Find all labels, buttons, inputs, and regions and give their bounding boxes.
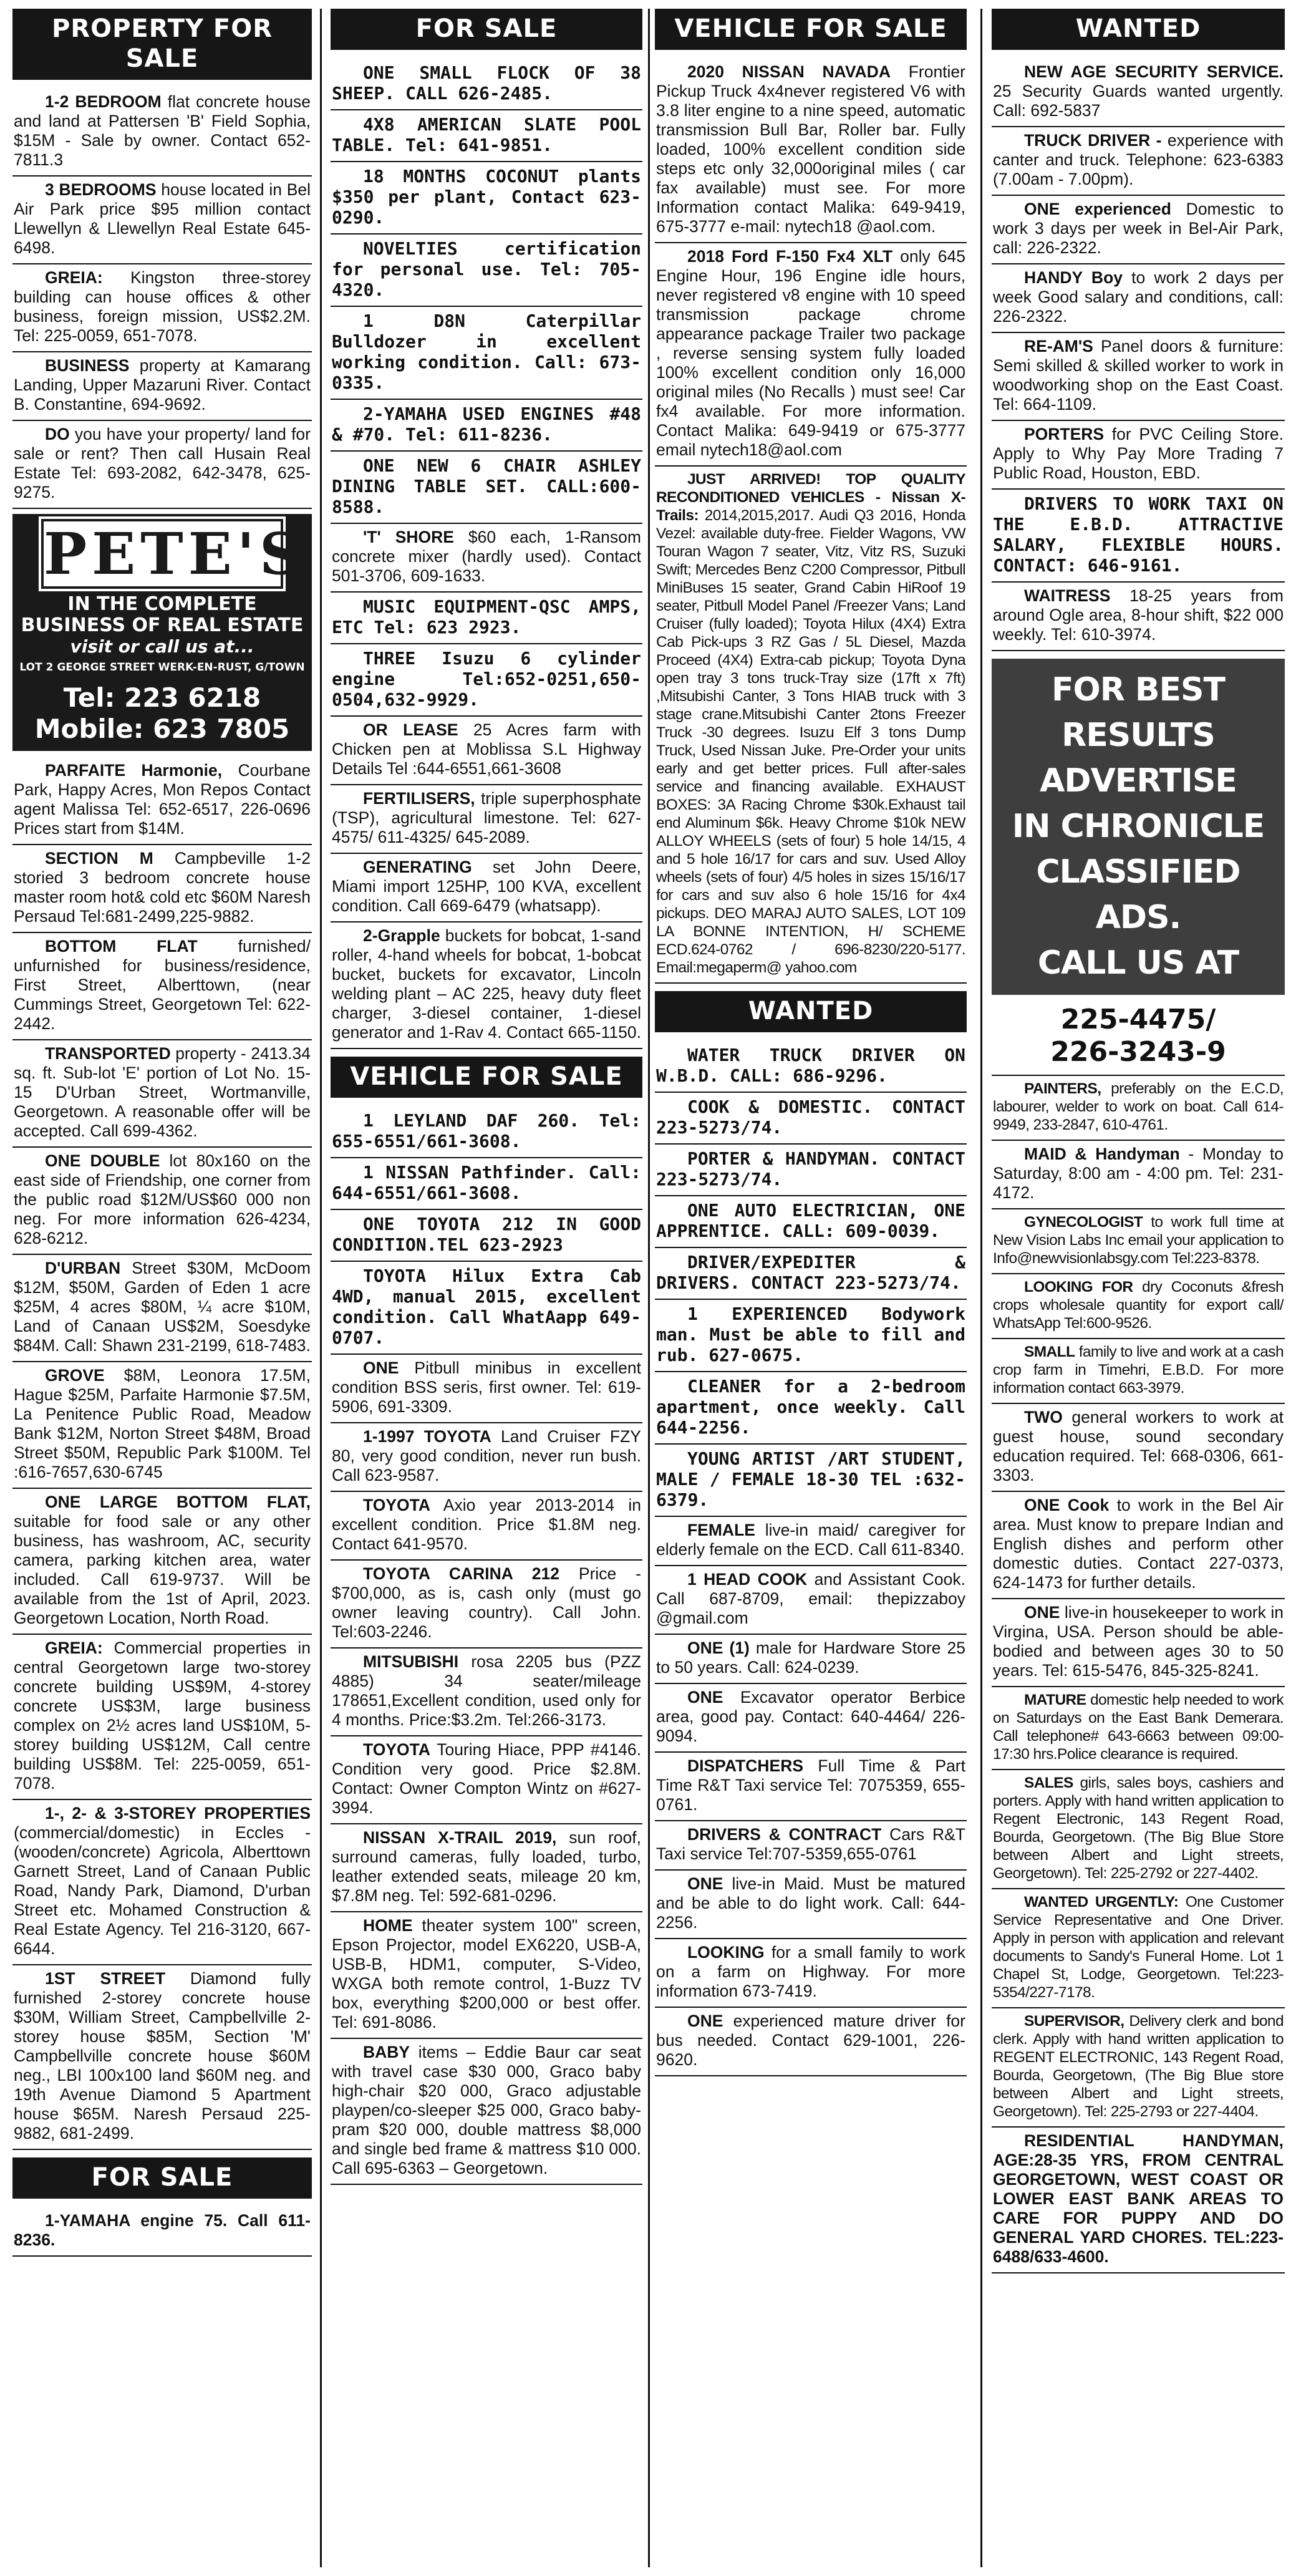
classified-ad (655, 1635, 967, 1684)
ad-lead: TOYOTA CARINA 212 (363, 1564, 560, 1583)
ad-body: 18-25 years from around Ogle area, 8-hour shift, $22 000 weekly. Tel: 610-3974. (993, 586, 1284, 644)
ad-lead: 2018 Ford F-150 Fx4 XLT (687, 247, 893, 266)
classified-ad (655, 1939, 967, 2008)
ad-lead: ONE NEW 6 CHAIR ASHLEY DINING TABLE SET. CALL:600-8588. (332, 455, 641, 517)
ad-body: to work 2 days per week Good salary and conditions, call: 226-2322. (993, 268, 1284, 326)
classified-ad (331, 1355, 642, 1423)
ad-body: Land Cruiser FZY 80, very good condition, never run bush. Call 623-9587. (332, 1427, 641, 1484)
ad-body: family to live and work at a cash crop farm in Timehri, E.B.D. For more information contact 663-3979. (993, 1344, 1284, 1397)
ad-lead: 1 D8N Caterpillar Bulldozer in excellent working condition. Call: 673-0335. (332, 311, 641, 393)
ad-lead: ONE SMALL FLOCK OF 38 SHEEP. CALL 626-2485. (332, 62, 641, 104)
ad-body: male for Hardware Store 25 to 50 years. Call: 624-0239. (656, 1639, 965, 1677)
ad-body: live-in housekeeper to work in Virgina, USA. Person should be able-bodied and between ages 30 to 50 years. Tel: 615-5476, 845-325-8241. (993, 1603, 1284, 1680)
ad-body: Price - $700,000, as is, cash only (must go owner leaving country). Call John. Tel:603-2246. (332, 1564, 641, 1641)
ad-body: Full Time & Part Time R&T Taxi service Tel: 7075359, 655-0761. (656, 1756, 965, 1814)
ad-lead: D'URBAN (45, 1259, 121, 1277)
ad-body: experience with canter and truck. Telephone: 623-6383 (7.00am - 7.00pm). (993, 131, 1284, 188)
ad-body: sun roof, surround cameras, fully loaded, turbo, leather extended seats, mileage 20 km, $7.8M neg. Tel: 592-681-0296. (332, 1828, 641, 1905)
column-property-for-sale (12, 9, 312, 2567)
classified-ad (12, 757, 312, 845)
classified-ad (655, 1517, 967, 1566)
ad-lead: GENERATING (363, 858, 472, 876)
ad-lead: NISSAN X-TRAIL 2019, (363, 1828, 557, 1847)
ad-lead: WAITRESS (1024, 586, 1111, 605)
ad-lead: ONE experienced (1024, 200, 1171, 218)
ad-body: lot 80x160 on the east side of Friendship, one corner from the public road $12M/US$60 000 non neg. For more information 626-4234, 628-6212. (14, 1151, 311, 1247)
ad-lead: ONE TOYOTA 212 IN GOOD CONDITION.TEL 623-2923 (332, 1214, 641, 1255)
classified-ad (331, 1106, 642, 1158)
classified-ad (992, 1889, 1285, 2008)
ad-lead: ONE (687, 1874, 723, 1893)
ad-lead: 1 HEAD COOK (687, 1570, 808, 1589)
classified-ad (331, 1912, 642, 2039)
ad-body: 2014,2015,2017. Audi Q3 2016, Honda Vezel: available duty-free. Fielder Wagons, VW Touran Wagon 7 seater, Vitz, Vitz RS, Suzuki Swift; Mercedes Benz C200 Compressor, Pitbull MiniBuses 15 seater, Grand Cabin HiRoof 19 seater, Pitbull Model Panel /Freezer Vans; Land Cruiser (fully loaded); Toyota Hilux (4X4) Extra Cab Pick-ups 3 RZ Gas / 5L Diesel, Mazda Proceed (4X4) Extra-cab pickup; Toyota Dyna open tray 3 tons truck-Tray size (17ft x 7ft) ,Mitsubishi Canter, 3 Tons HIAB truck with 3 stage crane.Mitsubishi Canter 2tons Freezer Truck -30 degrees. Isuzu Elf 3 tons Dump Truck, Used Nissan Juke. Pre-Order your units early and get better prices. Full after-sales service and financing available. EXHAUST BOXES: 3A Racing Chrome $30k.Exhaust tail end Aluminum $6k. Heavy Chrome $10k NEW ALLOY WHEELS (sets of four) 5 hole 14/15, 4 and 5 hole 16/17 for cars and suv. Used Alloy wheels (sets of four) 4/5 holes in sizes 15/16/17 for cars and suv also 6 hole 15/16 for 4x4 pickups. DEO MARAJ AUTO SALES, LOT 109 LA BONNE INTENTION, H/ SCHEME ECD.624-0762 / 696-8230/220-5177. Email:megaperm@ yahoo.com (656, 507, 965, 976)
ad-body: (commercial/domestic) in Eccles - (wooden/concrete) Agricola, Alberttown Garnett Street, Land of Canaan Public Road, Nandy Park, Diamond, D'urban Street etc. Mohamed Construction & Real Estate Agency. Tel 216-3120, 667-6644. (14, 1823, 311, 1958)
classified-ad (992, 1492, 1285, 1599)
column-for-sale (331, 9, 642, 2567)
classified-ad (992, 1404, 1285, 1492)
ad-body: Domestic to work 3 days per week in Bel-Air Park, call: 226-2322. (993, 200, 1284, 257)
ad-lead: ONE (363, 1358, 399, 1377)
ad-body: to work full time at New Vision Labs Inc email your application to Info@newvisionlabsgy.com Tel:223-8378. (993, 1214, 1284, 1267)
classified-ad (992, 1076, 1285, 1141)
ad-lead: JUST ARRIVED! TOP QUALITY RECONDITIONED VEHICLES - Nissan X-Trails: (656, 471, 965, 524)
classified-ad (992, 59, 1285, 127)
ad-body: property - 2413.34 sq. ft. Sub-lot 'E' portion of Lot No. 15-15 D'Urban Street, Wortmanville, Georgetown. A reasonable offer will be accepted. Call 699-4362. (14, 1044, 311, 1140)
promo-tel-line: 225-4475/ (1060, 1004, 1216, 1035)
classified-ad (331, 1423, 642, 1492)
ad-lead: 1-, 2- & 3-STOREY PROPERTIES (45, 1804, 311, 1823)
classified-ad (331, 1158, 642, 1210)
ad-body: Street $30M, McDoom $12M, $50M, Garden of Eden 1 acre $25M, 4 acres $80M, ¼ acre $10M, Land of Canaan US$2M, Soesdyke $84M. Call: Shawn 231-2199, 618-7483. (14, 1259, 311, 1355)
ad-lead: 1 LEYLAND DAF 260. Tel: 655-6551/661-3608. (332, 1110, 641, 1151)
classified-ad (655, 1684, 967, 1753)
ad-body: Commercial properties in central Georgetown large two-storey concrete building US$9M, 4-storey concrete US$3M, large business complex on 2½ acres land US$10M, 5-storey building US$12M, Call centre building US$8M. Tel: 225-0059, 651-7078. (14, 1639, 311, 1793)
ad-lead: DO (45, 425, 70, 443)
ad-body: house located in Bel Air Park price $95 million contact Llewellyn & Llewellyn Real Estate 645-6498. (14, 180, 311, 257)
classified-ad (655, 1248, 967, 1300)
ad-lead: 2020 NISSAN NAVADA (687, 62, 891, 81)
classified-ad (12, 1635, 312, 1800)
classified-ad (331, 400, 642, 452)
classified-ad (655, 1566, 967, 1635)
ad-lead: 4X8 AMERICAN SLATE POOL TABLE. Tel: 641-9851. (332, 114, 641, 155)
classified-ad (992, 1339, 1285, 1404)
classified-ad (12, 1800, 312, 1965)
ad-body: rosa 2205 bus (PZZ 4885) 34 seater/mileage 178651,Excellent condition, used only for 4 months. Price:$3.2m. Tel:266-3173. (332, 1652, 641, 1729)
classified-ad (12, 1040, 312, 1148)
classified-ad (12, 89, 312, 177)
column-divider (648, 9, 650, 2567)
classified-ad (655, 1093, 967, 1145)
ad-lead: ONE (687, 1688, 723, 1707)
classified-ad (992, 127, 1285, 196)
ad-body: Panel doors & furniture: Semi skilled & skilled worker to work in woodworking shop on the East Coast. Tel: 664-1109. (993, 337, 1284, 414)
classified-ad (992, 2008, 1285, 2128)
classified-ad (655, 243, 967, 467)
classified-ad (331, 1736, 642, 1824)
ad-lead: SUPERVISOR, (1024, 2013, 1124, 2030)
ad-body: Campbeville 1-2 storied 3 bedroom concrete house master room hot& cold etc $60M Naresh Persaud Tel:681-2499,225-9882. (14, 849, 311, 926)
ad-lead: 3 BEDROOMS (45, 180, 157, 199)
classified-ad (992, 1599, 1285, 1687)
ad-body: domestic help needed to work on Saturdays on the East Bank Demerara. Call telephone# 643-6663 between 09:00- 17:30 hrs.Police clearance is required. (993, 1692, 1284, 1763)
classified-ad (331, 1649, 642, 1736)
classified-ad (331, 1210, 642, 1262)
ad-body: $8M, Leonora 17.5M, Hague $25M, Parfaite Harmonie $7.5M, La Penitence Public Road, Meadow Bank $12M, Norton Street $48M, Broad Street $50M, Republic Park $100M. Tel :616-7657,630-6745 (14, 1366, 311, 1481)
ad-body: for a small family to work on a farm on Highway. For more information 673-7419. (656, 1943, 965, 2000)
classified-ad (331, 59, 642, 110)
section-header-wanted: WANTED (992, 9, 1285, 50)
classified-ad (12, 1489, 312, 1635)
classified-ad (331, 1824, 642, 1912)
classified-ad (12, 1148, 312, 1255)
promo-line: CALL US AT (1037, 944, 1239, 982)
classified-ad (331, 162, 642, 235)
column-vehicle-for-sale (655, 9, 967, 2567)
ad-lead: HANDY Boy (1024, 268, 1123, 287)
ad-lead: PORTER & HANDYMAN. CONTACT 223-5273/74. (656, 1148, 965, 1189)
logo-line: BUSINESS OF REAL ESTATE (21, 614, 304, 636)
ad-lead: 1 EXPERIENCED Bodywork man. Must be able to fill and rub. 627-0675. (656, 1304, 965, 1365)
ad-lead: LOOKING (687, 1943, 765, 1962)
ad-lead: OR LEASE (363, 720, 458, 739)
classified-ad (655, 1445, 967, 1517)
section-header-vehicle-for-sale: VEHICLE FOR SALE (655, 9, 967, 50)
classified-ad (655, 1821, 967, 1871)
ad-body: furnished/ unfurnished for business/residence, First Street, Alberttown, (near Cummings Street, Georgetown Tel: 622-2442. (14, 937, 311, 1033)
ad-lead: BABY (363, 2043, 410, 2061)
classified-ad (992, 333, 1285, 421)
ad-lead: ONE DOUBLE (45, 1151, 160, 1170)
classified-ad (12, 933, 312, 1040)
section-header-for-sale: FOR SALE (331, 9, 642, 50)
ad-body: 25 Security Guards wanted urgently. Call: 692-5837 (993, 82, 1284, 120)
ad-body: suitable for food sale or any other business, has washroom, AC, security camera, parking kitchen area, water included. Call 619-9737. Will be available from the 1st of April, 2023. Georgetown Location, North Road. (14, 1512, 311, 1627)
promo-line: CLASSIFIED ADS. (1036, 853, 1241, 936)
classified-ad (12, 2207, 312, 2257)
ad-body: set John Deere, Miami import 125HP, 100 KVA, excellent condition. Call 669-6479 (whatsapp). (332, 858, 641, 915)
ad-lead: 1ST STREET (45, 1969, 166, 1988)
classified-ad (992, 264, 1285, 333)
promo-line: ADVERTISE (1040, 762, 1237, 800)
classified-ad (992, 583, 1285, 651)
ad-body: Frontier Pickup Truck 4x4never registered V6 with 3.8 liter engine to a nine speed, automatic transmission Bull Bar, Roller bar. Fully loaded, 100% excellent condition side steps etc only 32,000original miles ( car fax available) must see. For more Information contact Malika: 649-9419, 675-3777 e-mail: nytech18 @aol.com. (656, 62, 965, 236)
ad-body: - Monday to Saturday, 8:00 am - 4:00 pm. Tel: 231-4172. (993, 1145, 1284, 1202)
classified-ad (992, 1141, 1285, 1209)
chronicle-advertise-promo (992, 659, 1285, 995)
ad-lead: GYNECOLOGIST (1024, 1214, 1143, 1231)
ad-body: 25 Acres farm with Chicken pen at Moblissa S.L Highway Details Tel :644-6551,661-3608 (332, 720, 642, 778)
ad-lead: MATURE (1024, 1692, 1086, 1708)
ad-lead: RE-AM'S (1024, 337, 1093, 356)
classified-ad (12, 1255, 312, 1362)
ad-lead: ONE AUTO ELECTRICIAN, ONE APPRENTICE. CALL: 609-0039. (656, 1200, 965, 1241)
petes-real-estate-logo (12, 514, 312, 751)
ad-lead: MAID & Handyman (1024, 1145, 1180, 1163)
classified-ad (655, 1041, 967, 1093)
column-divider (980, 9, 982, 2567)
ad-body: property at Kamarang Landing, Upper Mazaruni River. Contact B. Constantine, 694-9692. (14, 356, 311, 414)
ad-body: Cars R&T Taxi service Tel:707-5359,655-0761 (656, 1825, 965, 1863)
classified-ad (331, 785, 642, 854)
classified-ad (992, 421, 1285, 490)
ad-body: items – Eddie Baur car seat with travel case $30 000, Graco baby high-chair $20 000, Graco adjustable playpen/co-sleeper $25 000, Graco baby-pram $20 000, double mattress $8,000 and single bed frame & mattress $10 000. Call 695-6363 – Georgetown. (332, 2043, 641, 2177)
promo-line: FOR BEST RESULTS (1052, 671, 1225, 754)
classified-ad (12, 264, 312, 352)
ad-body: plants $350 per plant, Contact 623-0290. (332, 166, 641, 228)
promo-telephone (992, 995, 1285, 1076)
classified-ad (331, 235, 642, 307)
ad-lead: 'T' SHORE (363, 528, 454, 546)
ad-lead: BOTTOM FLAT (45, 937, 198, 956)
ad-lead: COOK & DOMESTIC. CONTACT 223-5273/74. (656, 1097, 965, 1138)
ad-lead: LOOKING FOR (1024, 1279, 1133, 1295)
classified-ad (992, 1274, 1285, 1339)
ad-lead: RESIDENTIAL HANDYMAN, AGE:28-35 YRS, FROM CENTRAL GEORGETOWN, WEST COAST OR LOWER EAST BANK AREAS TO CARE FOR PUPPY AND DO GENERAL YARD CHORES. TEL:223-6488/633-4600. (993, 2131, 1284, 2266)
classified-ad (655, 1871, 967, 1939)
ad-lead: NOVELTIES certification for personal use. Tel: 705-4320. (332, 238, 641, 300)
ad-lead: 1-YAMAHA engine 75. Call 611-8236. (14, 2211, 311, 2249)
logo-telephone: Tel: 223 6218 (63, 682, 261, 713)
ad-body: Diamond fully furnished 2-storey concrete house $30M, William Street, Campbellville 2-storey house $85M, Section 'M' Campbellville concrete house $60M neg., LBI 100x100 land $60M neg. and 19th Avenue Diamond 5 Apartment house $65M. Naresh Persaud 225-9882, 681-2499. (14, 1969, 311, 2143)
ad-body: preferably on the E.C.D, labourer, welder to work on boat. Call 614-9949, 233-2847, 610-4761. (993, 1080, 1284, 1133)
classified-ad (12, 177, 312, 264)
ad-lead: FEMALE (687, 1521, 755, 1539)
ad-lead: THREE Isuzu 6 cylinder engine Tel:652-0251,650-0504,632-9929. (332, 648, 641, 710)
classified-ad (992, 1687, 1285, 1770)
classified-ad (655, 1300, 967, 1372)
ad-body: to work in the Bel Air area. Must know to prepare Indian and English dishes and perform other domestic duties. Contact 227-0373, 624-1473 for further details. (993, 1496, 1284, 1592)
ad-body: Courbane Park, Happy Acres, Mon Repos Contact agent Malissa Tel: 652-6517, 226-0696 Prices start from $14M. (14, 761, 311, 838)
ad-lead: ONE Cook (1024, 1496, 1110, 1514)
ad-lead: PORTERS (1024, 425, 1105, 443)
petes-brand-text: PETE'S (41, 519, 283, 589)
ad-lead: TRANSPORTED (45, 1044, 171, 1063)
ad-lead: 18 MONTHS COCONUT (363, 166, 559, 186)
ad-body: live-in Maid. Must be matured and be able to do light work. Call: 644-2256. (656, 1874, 965, 1932)
ad-body: experienced mature driver for bus needed. Contact 629-1001, 226-9620. (656, 2012, 965, 2069)
classified-ad (331, 922, 642, 1049)
ad-lead: SMALL (1024, 1344, 1075, 1360)
ad-body: One Customer Service Representative and One Driver. Apply in person with application and relevant documents to Sandy's Funeral Home. Lot 1 Chapel St, Lodge, Georgetown. Tel:223-5354/227-7178. (993, 1894, 1284, 2001)
ad-body: Pitbull minibus in excellent condition BSS seris, first owner. Tel: 619-5906, 691-3309. (332, 1358, 641, 1416)
section-header-property-for-sale: PROPERTY FOR SALE (12, 9, 312, 80)
ad-lead: CLEANER for a 2-bedroom apartment, once weekly. Call 644-2256. (656, 1376, 965, 1438)
ad-lead: ONE LARGE BOTTOM FLAT, (45, 1493, 311, 1511)
ad-body: girls, sales boys, cashiers and porters. Apply with hand written application to Regent Electronic, 143 Regent Road, Bourda, Georgetown. (The Big Blue Store between Albert and Light streets, Georgetown). Tel: 225-2792 or 227-4402. (993, 1775, 1284, 1882)
ad-lead: DISPATCHERS (687, 1756, 804, 1775)
ad-body: Touring Hiace, PPP #4146. Condition very good. Price $2.8M. Contact: Owner Compton Wintz on #627-3994. (332, 1740, 641, 1817)
ad-lead: ONE (1024, 1603, 1060, 1622)
classified-ad (331, 307, 642, 400)
logo-mobile: Mobile: 623 7805 (34, 714, 290, 744)
classified-ad (331, 717, 642, 785)
ad-body: general workers to work at guest house, sound secondary education required. Tel: 668-0306, 661-3303. (993, 1408, 1284, 1484)
classified-ad (331, 110, 642, 162)
classified-ad (331, 854, 642, 922)
logo-line: visit or call us at... (70, 636, 254, 657)
classified-ad (12, 845, 312, 933)
logo-line: IN THE COMPLETE (67, 593, 257, 615)
ad-lead: 2-YAMAHA USED ENGINES #48 & #70. Tel: 611-8236. (332, 404, 641, 445)
classified-ad (331, 2039, 642, 2185)
ad-lead: TOYOTA (363, 1740, 430, 1759)
classified-ad (331, 1561, 642, 1649)
classified-ad (992, 2128, 1285, 2273)
ad-body: Axio year 2013-2014 in excellent condition. Price $1.8M neg. Contact 641-9570. (332, 1496, 641, 1553)
classified-ad (655, 1145, 967, 1196)
classified-ad (655, 467, 967, 984)
classified-ad (655, 1196, 967, 1248)
ad-body: for PVC Ceiling Store. Apply to Why Pay More Trading 7 Public Road, Houston, EBD. (993, 425, 1284, 482)
ad-body: buckets for bobcat, 1-sand roller, 4-hand wheels for bobcat, 1-bobcat bucket, buckets for excavator, Lincoln welding plant – AC 225, heavy duty fleet charger, 3-diesel container, 1-diesel generator and 1-Rav 4. Contact 665-1150. (332, 926, 641, 1042)
column-wanted (992, 9, 1285, 2567)
section-header-vehicle-for-sale: VEHICLE FOR SALE (331, 1057, 642, 1098)
ad-lead: WATER TRUCK DRIVER ON W.B.D. CALL: 686-9296. (656, 1045, 965, 1086)
classified-ad (12, 1965, 312, 2150)
classified-ad (12, 1362, 312, 1489)
ad-lead: ONE (1) (687, 1639, 750, 1657)
classified-ad (992, 1770, 1285, 1889)
classified-ad (331, 1492, 642, 1561)
ad-lead: TRUCK DRIVER - (1024, 131, 1162, 150)
ad-lead: TOYOTA Hilux Extra Cab 4WD, manual 2015, excellent condition. Call WhatAapp 649-0707. (332, 1266, 641, 1348)
classified-ad (331, 452, 642, 524)
classified-ad (992, 1209, 1285, 1274)
ad-lead: FERTILISERS, (363, 789, 475, 808)
ad-lead: MITSUBISHI (363, 1652, 459, 1671)
ad-body: $60 each, 1-Ransom concrete mixer (hardly used). Contact 501-3706, 609-1633. (332, 528, 641, 585)
ad-lead: ONE (687, 2012, 723, 2030)
ad-lead: TWO (1024, 1408, 1063, 1426)
ad-body: flat concrete house and land at Pattersen 'B' Field Sophia, $15M - Sale by owner. Contact 652-7811.3 (14, 92, 311, 169)
ad-body: Delivery clerk and bond clerk. Apply with hand written application to REGENT ELECTRONIC, 143 Regent Road, Bourda, Georgetown, (The Big Blue store between Albert and Light streets, Georgetown). Tel: 225-2793 or 227-4404. (993, 2013, 1284, 2120)
promo-line: IN CHRONICLE (1012, 808, 1265, 845)
ad-lead: GREIA: (45, 1639, 103, 1657)
classified-ad (331, 593, 642, 644)
ad-body: dry Coconuts &fresh crops wholesale quantity for export call/ WhatsApp Tel:600-9526. (993, 1279, 1284, 1332)
ad-lead: WANTED URGENTLY: (1024, 1894, 1179, 1910)
classified-ad (655, 1372, 967, 1445)
ad-body: Kingston three-storey building can house offices & other business, foreign mission, US$2.2M. Tel: 225-0059, 651-7078. (14, 268, 311, 345)
classified-ad (655, 2008, 967, 2076)
ad-lead: GROVE (45, 1366, 105, 1385)
ad-lead: 2-Grapple (363, 926, 440, 945)
ad-body: Excavator operator Berbice area, good pay. Contact: 640-4464/ 226-9094. (656, 1688, 965, 1745)
ad-lead: 1-1997 TOYOTA (363, 1427, 491, 1446)
ad-lead: NEW AGE SECURITY SERVICE. (1024, 62, 1284, 81)
logo-address: LOT 2 GEORGE STREET WERK-EN-RUST, G/TOWN (19, 661, 305, 674)
section-header-for-sale: FOR SALE (12, 2157, 312, 2199)
ad-body: and Assistant Cook. Call 687-8709, email: thepizzaboy @gmail.com (656, 1570, 965, 1627)
classified-ad (12, 421, 312, 509)
ad-lead: PAINTERS, (1024, 1080, 1101, 1097)
classified-ad (655, 1753, 967, 1821)
ad-lead: HOME (363, 1916, 413, 1935)
classified-ad (992, 196, 1285, 264)
section-header-wanted: WANTED (655, 991, 967, 1032)
classified-ad (331, 524, 642, 593)
ad-lead: DRIVER/EXPEDITER & DRIVERS. CONTACT 223-5273/74. (656, 1252, 965, 1293)
ad-body: you have your property/ land for sale or rent? Then call Husain Real Estate Tel: 693-2082, 642-3478, 625-9275. (14, 425, 311, 501)
column-divider (320, 9, 322, 2567)
classified-ad (331, 1262, 642, 1355)
classified-ad (331, 644, 642, 717)
classified-ad (992, 490, 1285, 583)
promo-tel-line: 226-3243-9 (1050, 1036, 1226, 1068)
ad-body: live-in maid/ caregiver for elderly female on the ECD. Call 611-8340. (656, 1521, 965, 1559)
classified-ad (12, 352, 312, 421)
ad-lead: GREIA: (45, 268, 103, 287)
ad-lead: SECTION M (45, 849, 153, 868)
ad-lead: PARFAITE Harmonie, (45, 761, 223, 780)
ad-lead: 1-2 BEDROOM (45, 92, 162, 111)
ad-lead: TOYOTA (363, 1496, 430, 1514)
ad-body: only 645 Engine Hour, 196 Engine idle hours, never registered v8 engine with 10 speed transmission package chrome appearance package Trailer two package , reverse sensing system fully loaded 100% excellent condition only 16,000 original miles (No Recalls ) must see! Car fx4 available. For more information. Contact Malika: 649-9419 or 675-3777 email nytech18@aol.com (656, 247, 965, 459)
ad-body: theater system 100" screen, Epson Projector, model EX6220, USB-A, USB-B, HDM1, computer, S-Video, WXGA both remote control, 1-Buzz TV box, everything $200,000 or best offer. Tel: 691-8086. (332, 1916, 641, 2031)
ad-lead: DRIVERS & CONTRACT (687, 1825, 882, 1844)
ad-lead: BUSINESS (45, 356, 130, 375)
ad-lead: YOUNG ARTIST /ART STUDENT, MALE / FEMALE 18-30 TEL :632-6379. (656, 1448, 965, 1510)
ad-lead: MUSIC EQUIPMENT-QSC AMPS, ETC Tel: 623 2923. (332, 596, 641, 637)
ad-lead: DRIVERS TO WORK TAXI ON THE E.B.D. ATTRACTIVE SALARY, FLEXIBLE HOURS. CONTACT: 646-9161. (993, 493, 1284, 576)
ad-lead: SALES (1024, 1775, 1073, 1791)
ad-body: triple superphosphate (TSP), agricultural limestone. Tel: 627-4575/ 611-4325/ 645-2089. (332, 789, 641, 846)
ad-lead: 1 NISSAN Pathfinder. Call: 644-6551/661-3608. (332, 1162, 641, 1203)
classified-ad (655, 59, 967, 243)
